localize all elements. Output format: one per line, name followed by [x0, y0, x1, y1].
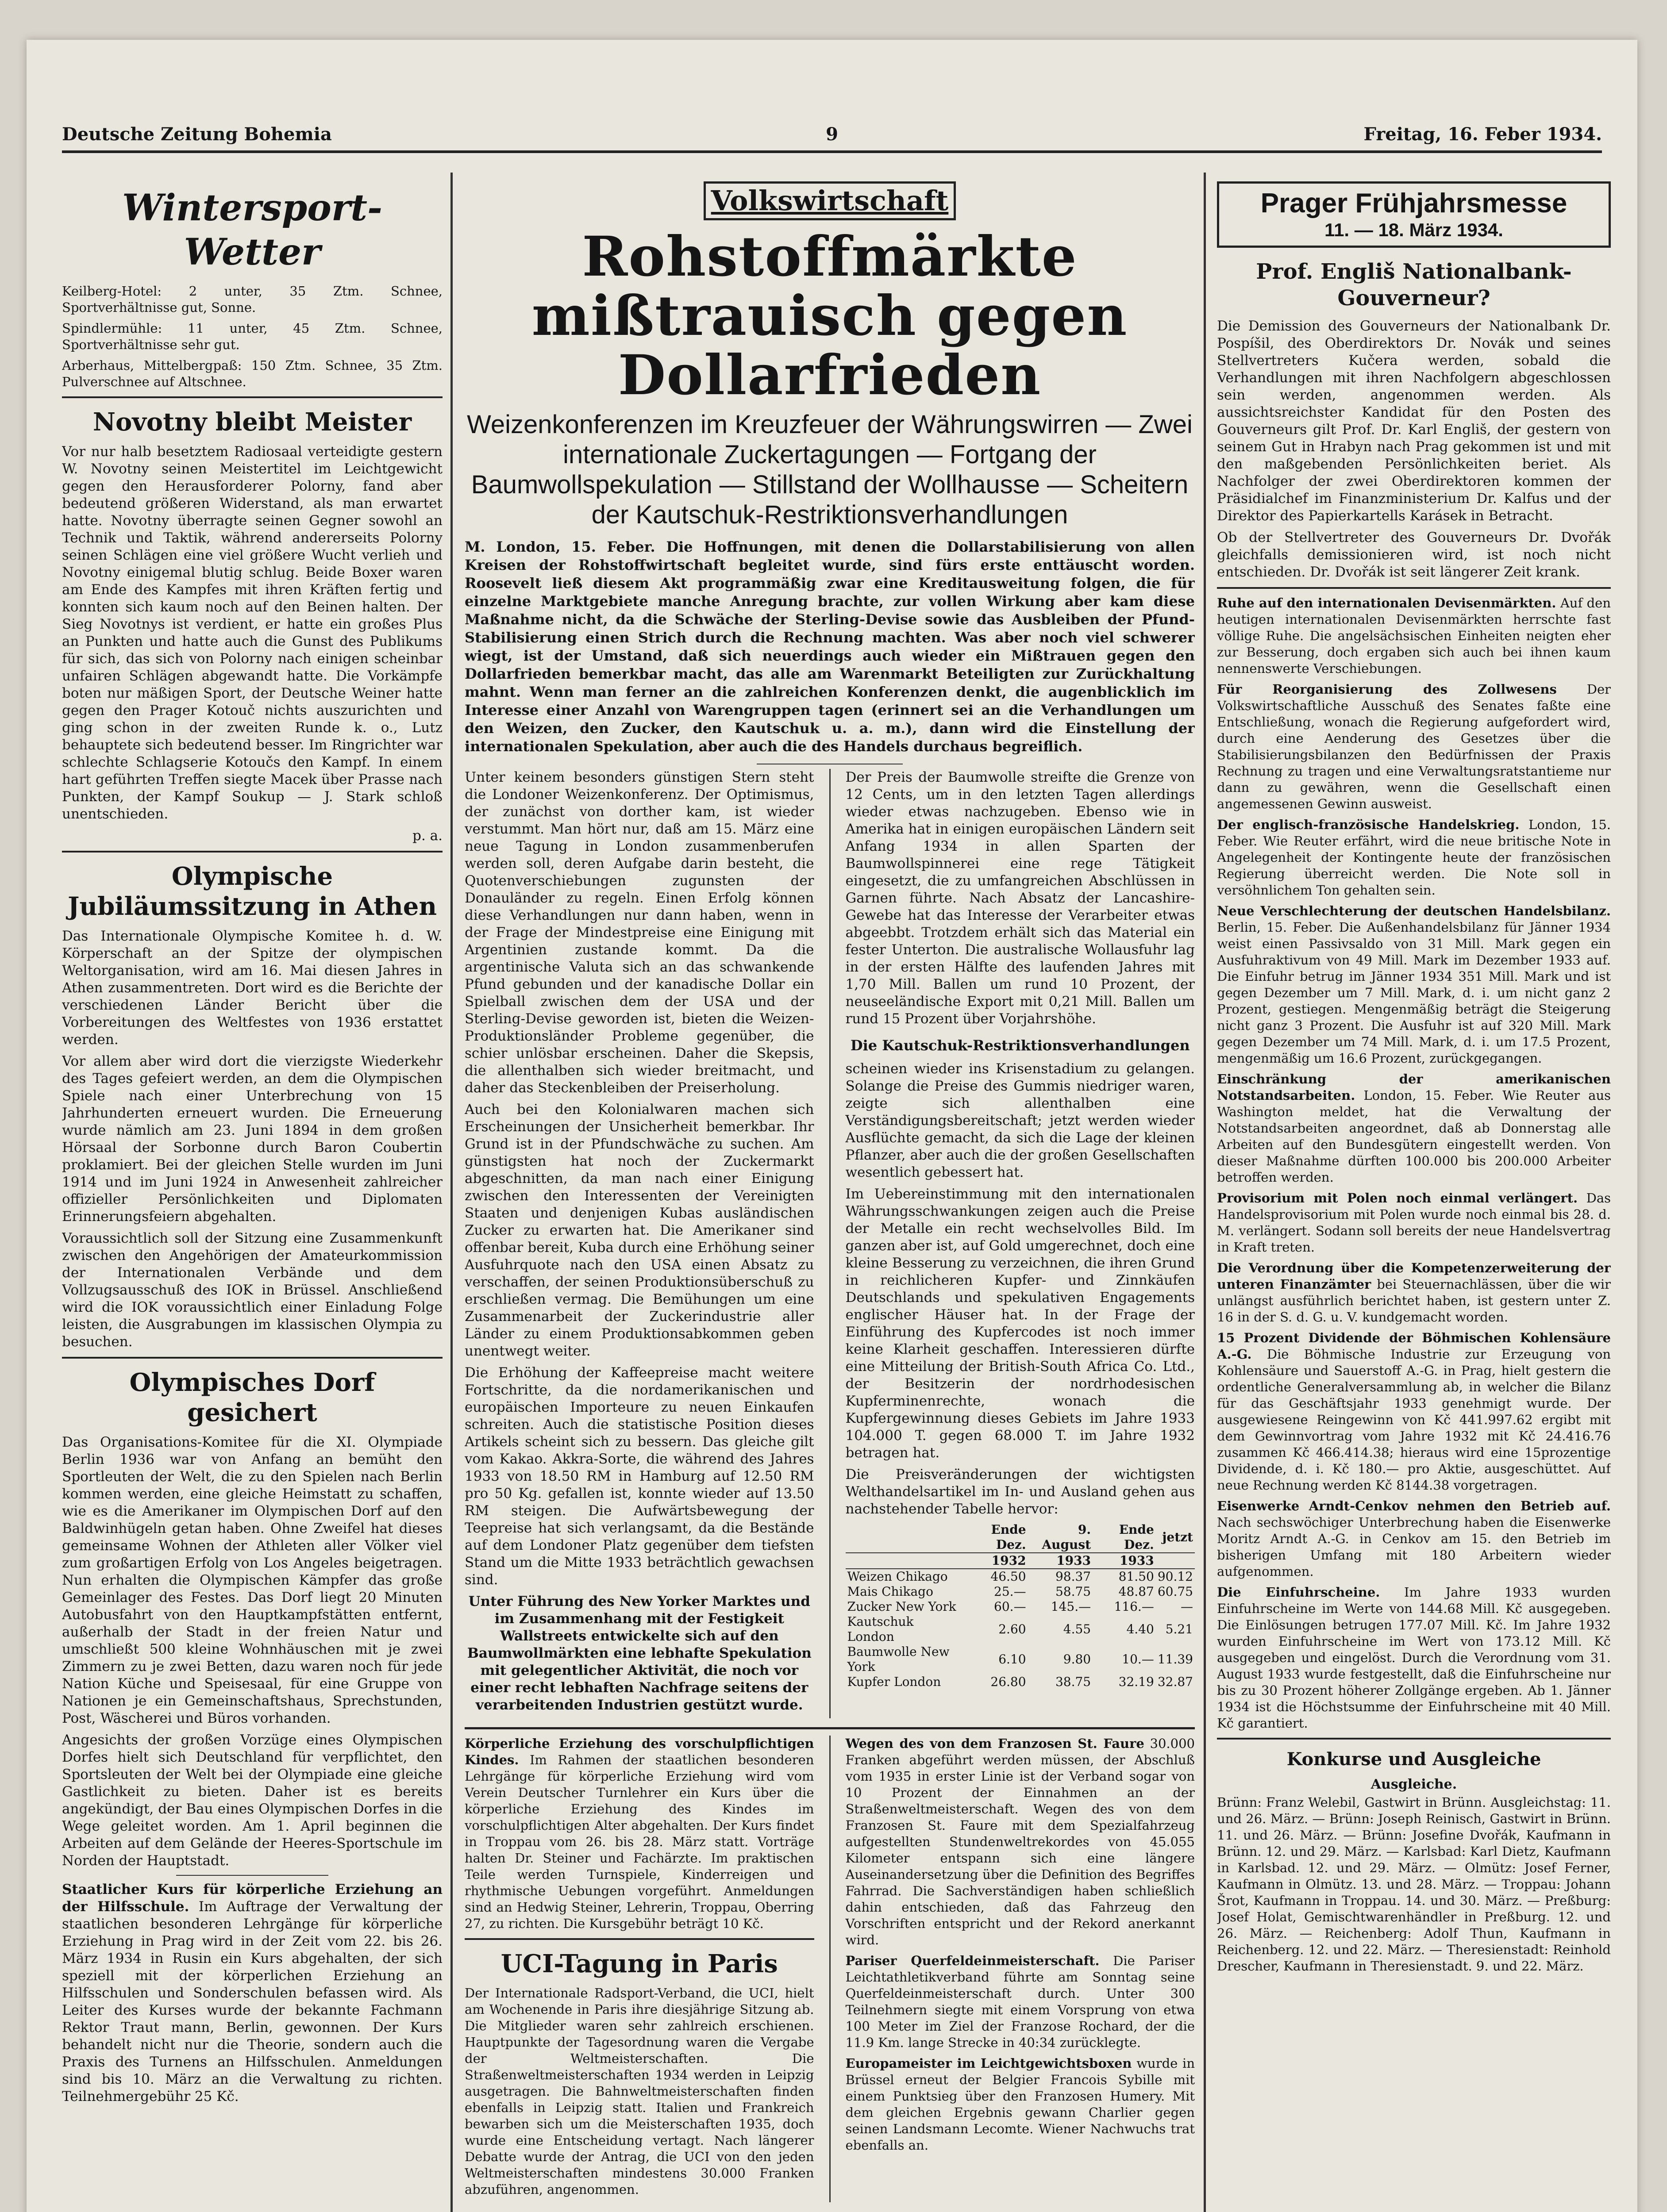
news-text: Das Handelsprovisorium mit Polen wurde noch einmal bis 28. d. M. verlängert. Sodann soll bereits der neue Handelsvertrag in Kraft treten. [1217, 1190, 1611, 1255]
crosscountry-text: Die Pariser Leichtathletikverband führte am Sonntag seine Querfeldeinmeisterschaft durch. Unter 300 Teilnehmern siegte mit einem Vorsprung von etwa 100 Meter im Ziel der Franzose Rochard, der die 11.9 Km. lange Strecke in 40:34 zurücklegte. [845, 1953, 1195, 2050]
middle-column [465, 181, 1195, 2212]
cotton-box: Unter Führung des New Yorker Marktes und im Zusammenhang mit der Festigkeit Wallstreets entwickelte sich auf den Baumwollmärkten eine lebhafte Spekulation mit gelegentlicher Aktivität, die noch vor einer recht lebhaften Nachfrage seitens der verarbeitenden Industrien gestützt wurde. [467, 1594, 812, 1713]
price-cell: 48.87 [1118, 1584, 1154, 1599]
news-headline: Der englisch-französische Handelskrieg. [1217, 817, 1520, 832]
faure-text: 30.000 Franken abgeführt werden müssen, der Abschluß vom 1935 in erster Linie ist der Verband sogar von 10 Prozent der Einnahmen an der Straßenweltmeisterschaft. Wegen des von dem Franzosen St. Faure mit dem Spezialfahrzeug aufgestellten Stundenweltrekordes von 45.055 Kilometer entspann sich eine längere Auseinandersetzung über die Definition des Begriffes Fahrrad. Die Sachverständigen haben schließlich dahin entschieden, daß das Fahrzeug den Vorschriften entspricht und der Rekord anerkannt wird. [845, 1736, 1195, 1947]
price-cell: 11.39 [1157, 1652, 1193, 1667]
table-header [846, 1522, 965, 1553]
boxing-text: wurde in Brüssel erneut der Belgier Francois Sybille mit einem Punktsieg über den Franzosen Humery. Mit dem gleichen Ergebnis gewann Charlier gegen seinen Landsmann Lecomte. Wiener Nachwuchs trat ebenfalls an. [845, 2056, 1195, 2153]
uci-article: Der Internationale Radsport-Verband, die UCI, hielt am Wochenende in Paris ihre diesjährige Sitzung ab. Die Mitglieder waren sehr zahlreich erschienen. Hauptpunkte der Tagesordnung waren die Vergabe der Weltmeisterschaften. Die Straßenweltmeisterschaften 1934 werden in Leipzig ausgetragen. Die Bahnweltmeisterschaften finden ebenfalls in Leipzig statt. Italien und Frankreich bewarben sich um die Meisterschaften 1935, doch wurde eine Entscheidung vertagt. Nach längerer Debatte wurde der Antrag, die UCI von den jeden Weltmeisterschaften mindestens 30.000 Franken abzuführen, angenommen. [465, 1985, 814, 2197]
table-row [846, 1674, 1195, 1690]
englis-paragraph: Die Demission des Gouverneurs der Nationalbank Dr. Pospíšil, des Oberdirektors Dr. Novák und seines Stellvertreters Kučera werden, sobald die Verhandlungen mit ihren Nachfolgern abgeschlossen sein werden, angenommen werden. Als aussichtsreichster Kandidat für den Posten des Gouverneurs gilt Prof. Dr. Karl Engliš, der gestern von seinem Gut in Hrabyn nach Prag gekommen ist und mit den maßgebenden Persönlichkeiten beriet. Als Nachfolger der zwei Oberdirektoren kommen der Präsidialchef im Finanzministerium Dr. Kalfus und der Direktor des Papierkartells Karásek in Betracht. [1217, 318, 1611, 524]
column-rule [829, 769, 831, 1718]
main-subheadline: Weizenkonferenzen im Kreuzfeuer der Währungswirren — Zwei internationale Zuckertagungen — Fortgang der Baumwollspekulation — Stillstand der Wollhausse — Scheitern der Kautschuk-Restriktionsverhandlungen [467, 410, 1193, 529]
news-headline: Ruhe auf den internationalen Devisenmärkten. [1217, 595, 1556, 611]
price-cell: 58.75 [1055, 1584, 1091, 1599]
boxing-headline: Europameister im Leichtgewichtsboxen [845, 2056, 1132, 2071]
article-paragraph: Im Uebereinstimmung mit den internationalen Währungsschwankungen zeigen auch die Preise der Metalle ein recht wechselvolles Bild. Im ganzen aber ist, auf Gold umgerechnet, doch eine kleine Besserung zu verzeichnen, die ihren Grund in reichlicheren Kupfer- und Zinnkäufen Deutschlands und spekulativen Engagements englischer Häuser hat. In der Frage der Einführung des Kupfercodes ist noch immer keine Klarheit geschaffen. Interessieren dürfte eine Mitteilung der British-South Africa Co. Ltd., der Besitzerin der nordrhodesischen Kupferminenrechte, wonach die Kupfergewinnung dieses Gebiets im Jahre 1933 104.000 T. gegen 68.000 T. im Jahre 1932 betragen hat. [845, 1186, 1195, 1461]
table-header-row [846, 1522, 1195, 1553]
table-row [846, 1614, 1195, 1644]
price-cell: 38.75 [1055, 1674, 1091, 1689]
lead-paragraph: M. London, 15. Feber. Die Hoffnungen, mit denen die Dollarstabilisierung von allen Kreisen der Rohstoffwirtschaft begleitet wurde, sind fürs erste enttäuscht worden. Roosevelt ließ diesem Akt programmäßig zwar eine Kreditausweitung folgen, die für einzelne Marktgebiete manche Anregung brachte, zur vollen Wirkung aber kam diese Maßnahme nicht, da die Schwäche der Sterling-Devise sowie das Ausbleiben der Pfund-Stabilisierung einen Strich durch die Rechnung machten. Was aber noch viel schwerer wiegt, ist der Umstand, daß sich neuerdings auch wieder ein Mißtrauen gegen den Dollarfrieden bemerkbar macht, das alle am Warenmarkt Beteiligten zur Zurückhaltung mahnt. Wenn man ferner an die zahlreichen Konferenzen denkt, die augenblicklich im Interesse einer Anzahl von Warengruppen tagen (erinnert sei an die Verhandlungen um den Weizen, den Zucker, den Kautschuk u. a. m.), dann wird die Einstellung der internationalen Spekulation, aber auch die des Handels durchaus begreiflich. [465, 538, 1195, 755]
sports-column-a [465, 1736, 814, 2202]
price-cell: 32.19 [1118, 1674, 1154, 1689]
section-rule [62, 396, 443, 398]
column-rule [829, 1736, 831, 2202]
commodity-cell: Zucker New York [847, 1599, 956, 1614]
article-paragraph: Die Preisveränderungen der wichtigsten Welthandelsartikel im In- und Ausland gehen aus nachstehender Tabelle hervor: [845, 1467, 1195, 1517]
news-text: Der Volkswirtschaftliche Ausschuß des Senates faßte eine Entschließung, wonach die Regierung aufgefordert wird, durch eine Aenderung des Gesetzes über die Stabilisierungsbilanzen den Bedürfnissen der Praxis Rechnung zu tragen und eine Verwaltungsratstantieme nur dann zu gewähren, wenn die Gesellschaft einen angemessenen Gewinn ausweist. [1217, 682, 1611, 811]
column-rule-left [450, 173, 453, 2212]
price-table-body [846, 1569, 1195, 1690]
table-year: 1933 [1093, 1553, 1156, 1569]
masthead-name: Deutsche Zeitung Bohemia [62, 124, 332, 145]
crosscountry-headline: Pariser Querfeldeinmeisterschaft. [845, 1953, 1100, 1968]
main-headline: Rohstoffmärkte mißtrauisch gegen Dollarfrieden [531, 225, 1128, 407]
table-row [846, 1644, 1195, 1674]
price-cell: 26.80 [990, 1674, 1026, 1689]
news-text: London, 15. Feber. Wie Reuter erfährt, wird die neue britische Note in Angelegenheit der Kontingente heute der französischen Regierung überreicht werden. Die Note soll in versöhnlichem Ton gehalten sein. [1217, 817, 1611, 898]
weather-item: Keilberg-Hotel: 2 unter, 35 Ztm. Schnee, Sportverhältnisse gut, Sonne. [62, 284, 443, 315]
news-text: Im Jahre 1933 wurden Einfuhrscheine im Werte von 144.68 Mill. Kč ausgegeben. Die Einlösungen betrugen 177.07 Mill. Kč. Im Jahre 1932 wurden Einfuhrscheine im Wert von 173.12 Mill. Kč ausgegeben und eingelöst. Durch die Verordnung vom 31. August 1933 wurde festgestellt, daß die Einfuhrscheine nur bis zu 30 Prozent höherer Zollgänge ergeben. Ab 1. Jänner 1934 ist die Höchstsumme der Einfuhrscheine mit 40 Mill. Kč garantiert. [1217, 1585, 1611, 1731]
trade-fair-dates: 11. — 18. März 1934. [1324, 219, 1503, 240]
novotny-signature: p. a. [412, 828, 443, 844]
article-column-a [465, 769, 814, 1718]
price-cell: 90.12 [1157, 1569, 1193, 1584]
table-year-row [846, 1553, 1195, 1569]
englis-headline: Prof. Engliš Nationalbank-Gouverneur? [1256, 259, 1572, 311]
news-headline: Die Verordnung über die Kompetenzerweiterung der unteren Finanzämter [1217, 1260, 1611, 1292]
athens-paragraph: Voraussichtlich soll der Sitzung eine Zusammenkunft zwischen den Angehörigen der Amateurkommission der Internationalen Verbände und dem Vollzugsausschuß des IOK in Brüssel. Anschließend wird die IOK voraussichtlich einer Einladung Folge leisten, die Ausgrabungen im klassischen Olympia zu besuchen. [62, 1230, 443, 1350]
news-headline: Neue Verschlechterung der deutschen Handelsbilanz. [1217, 903, 1611, 918]
news-headline: 15 Prozent Dividende der Böhmischen Kohlensäure A.-G. [1217, 1330, 1611, 1362]
table-row [846, 1584, 1195, 1599]
running-head [62, 124, 1602, 153]
commodity-cell: Weizen Chikago [847, 1569, 948, 1584]
article-paragraph: Der Preis der Baumwolle streifte die Grenze von 12 Cents, um in den letzten Tagen allerdings wieder etwas nachzugeben. Ebenso wie in Amerika hat in einigen europäischen Ländern seit Anfang 1934 in allen Sparten der Baumwollspinnerei eine rege Tätigkeit eingesetzt, die zu umfangreichen Abschlüssen in Garnen führte. Nach Absatz der Lancashire-Gewebe hat das Interesse der Verarbeiter etwas abgeebbt. Trotzdem erhält sich das Material ein fester Unterton. Die australische Wollausfuhr lag in der ersten Hälfte des laufenden Jahres mit 1,70 Mill. Ballen um rund 10 Prozent, der neuseeländische Export mit 0,21 Mill. Ballen um rund 15 Prozent über Vorjahrshöhe. [845, 769, 1195, 1027]
table-year [846, 1553, 965, 1569]
price-cell: 4.40 [1126, 1622, 1154, 1636]
issue-date: Freitag, 16. Feber 1934. [1363, 124, 1602, 145]
article-column-b [846, 769, 1195, 1718]
commodity-cell: Baumwolle New York [847, 1644, 950, 1674]
athens-paragraph: Vor allem aber wird dort die vierzigste Wiederkehr des Tages gefeiert werden, an dem die Olympischen Spiele nach einer Unterbrechung von 15 Jahrhunderten erneuert wurden. Die Erneuerung wurde nämlich am 23. Juni 1894 in dem großen Hörsaal der Sorbonne durch Baron Coubertin proklamiert. Bei der gleichen Stelle wurden im Juni 1914 und im Juni 1924 in Anwesenheit zahlreicher offizieller Persönlichkeiten und Diplomaten Erinnerungsfeiern abgehalten. [62, 1053, 443, 1225]
price-cell: 10.— [1122, 1652, 1154, 1667]
faure-headline: Wegen des von dem Franzosen St. Faure [845, 1736, 1144, 1751]
price-cell: 9.80 [1063, 1652, 1091, 1667]
table-header: jetzt [1156, 1522, 1195, 1553]
trade-fair-title: Prager Frühjahrsmesse [1260, 188, 1567, 219]
course-text: Im Auftrage der Verwaltung der staatlichen besonderen Lehrgänge für körperliche Erziehung in Prag wird in der Zeit vom 22. bis 26. März 1934 in Rusin ein Kurs abgehalten, der sich speziell mit der körperlichen Erziehung an Hilfsschulen und Sonderschulen befassen wird. Als Leiter des Kurses wurde der bekannte Fachmann Rektor Traut mann, Berlin, gewonnen. Der Kurs behandelt nicht nur die Theorie, sondern auch die Praxis des Turnens an Hilfsschulen. Anmeldungen sind bis 10. März an die Verwaltung zu richten. Teilnehmergebühr 25 Kč. [62, 1899, 443, 2104]
commodity-cell: Kautschuk London [847, 1614, 914, 1644]
village-paragraph: Angesichts der großen Vorzüge eines Olympischen Dorfes hielt sich Deutschland für verpflichtet, den Sportsleuten der Welt bei der Olympiade eine gleiche Gastlichkeit zu bieten. Daher ist es bereits angekündigt, der Bau eines Olympischen Dorfes in die Wege geleitet worden. Am 1. April beginnen die Arbeiten auf dem Gelände der Heeres-Sportschule im Norden der Hauptstadt. [62, 1732, 443, 1869]
price-cell: 98.37 [1055, 1569, 1091, 1584]
rubber-subheadline: Die Kautschuk-Restriktionsverhandlungen [850, 1037, 1190, 1054]
table-year [1156, 1553, 1195, 1569]
news-text: Die Böhmische Industrie zur Erzeugung von Kohlensäure und Sauerstoff A.-G. in Prag, hielt gestern die ordentliche Generalversammlung ab, in welcher die Bilanz für das Geschäftsjahr 1933 genehmigt wurde. Der ausgewiesene Reingewinn von Kč 441.997.62 ergibt mit dem Gewinnvortrag vom Jahre 1932 mit Kč 24.416.76 zusammen Kč 466.414.38; hieraus wird eine 15prozentige Dividende, d. i. Kč 180.— pro Aktie, ausgeschüttet. Auf neue Rechnung werden Kč 8144.38 vorgetragen. [1217, 1347, 1611, 1493]
weather-item: Arberhaus, Mittelbergpaß: 150 Ztm. Schnee, 35 Ztm. Pulverschnee auf Altschnee. [62, 358, 443, 389]
settlements-label: Ausgleiche. [1371, 1777, 1457, 1792]
uci-headline: UCI-Tagung in Paris [500, 1949, 778, 1978]
weather-item: Spindlermühle: 11 unter, 45 Ztm. Schnee, Sportverhältnisse sehr gut. [62, 321, 443, 352]
price-table [846, 1522, 1195, 1690]
trade-fair-ad [1217, 181, 1611, 248]
news-text: bei Steuernachlässen, über die wir unlängst ausführlich berichtet haben, ist gestern unter Z. 16 in der S. d. G. u. V. kundgemacht worden. [1217, 1277, 1611, 1325]
commodity-cell: Kupfer London [847, 1674, 941, 1689]
table-row [846, 1599, 1195, 1614]
newspaper-page [27, 40, 1637, 2212]
price-cell: 4.55 [1063, 1622, 1091, 1636]
section-rule [465, 1938, 814, 1940]
village-paragraph: Das Organisations-Komitee für die XI. Olympiade Berlin 1936 war von Anfang an bemüht den Sportleuten der Welt, die zu den Spielen nach Berlin kommen werden, eine gleiche Heimstatt zu schaffen, wie es die Amerikaner im Olympischen Dorf auf den Baldwinhügeln getan haben. Ohne Zweifel hat dieses gemeinsame Wohnen der Athleten aller Völker viel zum großartigen Erfolg von Los Angeles beigetragen. Nun erhalten die Olympischen Kämpfer das große Gemeinlager des Festes. Das Dorf liegt 20 Minuten Autobusfahrt von den Hauptkampfstätten entfernt, außerhalb der Stadt in der freien Natur und umschließt 500 kleine Wohnhäuschen mit je zwei Zimmern zu je zwei Betten, dazu waren noch für jede Nation Küche und Speisesaal, für eine Gruppe von Nationen je ein Gemeinschaftshaus, Sprechstunden, Post, Wäscherei und Büros vorhanden. [62, 1434, 443, 1726]
article-columns [465, 769, 1195, 1718]
sports-columns [465, 1727, 1195, 2202]
section-rule [1217, 587, 1611, 589]
page-number: 9 [826, 124, 838, 145]
table-header: Ende Dez. [1093, 1522, 1156, 1553]
price-cell: 2.60 [998, 1622, 1026, 1636]
price-cell: 60.75 [1157, 1584, 1193, 1599]
news-headline: Eisenwerke Arndt-Cenkov nehmen den Betrieb auf. [1217, 1498, 1611, 1513]
news-headline: Für Reorganisierung des Zollwesens [1217, 682, 1557, 697]
course-headline: Staatlicher Kurs für körperliche Erziehung an der Hilfsschule. [62, 1882, 443, 1915]
price-cell: 116.— [1114, 1599, 1154, 1614]
section-rule [1217, 1738, 1611, 1740]
news-text: London, 15. Feber. Wie Reuter aus Washington meldet, hat die Verwaltung der Notstandsarbeiten angeordnet, daß ab Donnerstag alle Arbeiten auf den Bundesgütern eingestellt werden. Von dieser Maßnahme dürften 100.000 bis 200.000 Arbeiter betroffen werden. [1217, 1088, 1611, 1185]
price-cell: — [1181, 1599, 1193, 1614]
price-cell: 32.87 [1157, 1674, 1193, 1689]
table-year: 1932 [965, 1553, 1028, 1569]
news-headline: Die Einfuhrscheine. [1217, 1585, 1380, 1600]
englis-paragraph: Ob der Stellvertreter des Gouverneurs Dr. Dvořák gleichfalls demissionieren wird, ist noch nicht entschieden. Dr. Dvořák ist seit längerer Zeit krank. [1217, 530, 1611, 580]
price-cell: 46.50 [990, 1569, 1026, 1584]
bankruptcy-list: Brünn: Franz Welebil, Gastwirt in Brünn. Ausgleichstag: 11. und 26. März. — Brünn: Joseph Reinisch, Gastwirt in Brünn. 11. und 26. März. — Brünn: Josefine Dvořák, Kaufmann in Brünn. 12. und 29. März. — Karlsbad: Karl Dietz, Kaufmann in Karlsbad. 12. und 29. März. — Olmütz: Josef Ferner, Kaufmann in Olmütz. 13. und 28. März. — Troppau: Johann Šrot, Kaufmann in Troppau. 14. und 30. März. — Preßburg: Josef Holat, Gemischtwarenhändler in Preßburg. 12. und 26. März. — Reichenberg: Adolf Thun, Kaufmann in Reichenberg. 12. und 22. März. — Theresienstadt: Reinhold Drescher, Kaufmann in Theresienstadt. 9. und 22. März. [1217, 1795, 1611, 1974]
news-text: Berlin, 15. Feber. Die Außenhandelsbilanz für Jänner 1934 weist einen Passivsaldo von 31 Mill. Mark gegen ein Ausfuhraktivum von 49 Mill. Mark im Dezember 1933 auf. Die Einfuhr betrug im Jänner 1934 351 Mill. Mark und ist gegen Dezember um 7 Mill. Mark, d. i. um nicht ganz 2 Prozent, gestiegen. Mengenmäßig beträgt die Steigerung nicht ganz 3 Prozent. Die Ausfuhr ist auf 320 Mill. Mark gegen Dezember um 74 Mill. Mark, d. i. um 17.5 Prozent, mengenmäßig um 16.6 Prozent, zurückgegangen. [1217, 920, 1611, 1066]
article-paragraph: Unter keinem besonders günstigen Stern steht die Londoner Weizenkonferenz. Der Optimismus, der zunächst von dorther kam, ist wieder verstummt. Man hört nur, daß am 15. März eine neue Tagung in London zusammenberufen werden soll, deren Aufgabe darin besteht, die Quotenverschiebungen zugunsten der Donauländer zu regeln. Einen Erfolg können diese Verhandlungen nur dann haben, wenn in der Frage der Mindestpreise eine Einigung mit Argentinien zustande kommt. Da die argentinische Valuta sich an das schwankende Pfund gebunden und der kanadische Dollar ein Spielball zwischen dem der USA und der Sterling-Devise geworden ist, bieten die Weizen-Produktionsländer Probleme gegenüber, die schier unlösbar erscheinen. Daher die Skepsis, die allenthalben sich wieder breitmacht, und daher das Steckenbleiben der Preiserholung. [465, 769, 814, 1096]
news-headline: Einschränkung der amerikanischen Notstandsarbeiten. [1217, 1071, 1611, 1103]
price-cell: 5.21 [1165, 1622, 1193, 1636]
short-rule [176, 1875, 328, 1876]
table-year: 1933 [1028, 1553, 1093, 1569]
bankruptcy-headline: Konkurse und Ausgleiche [1286, 1749, 1541, 1770]
article-paragraph: scheinen wieder ins Krisenstadium zu gelangen. Solange die Preise des Gummis niedriger waren, zeigte sich allenthalben eine Verständigungsbereitschaft; jetzt werden wieder Ausflüchte gemacht, da sich die Lage der kleinen Pflanzer, aber auch die der großen Gesellschaften wesentlich gebessert hat. [845, 1061, 1195, 1180]
article-paragraph: Die Erhöhung der Kaffeepreise macht weitere Fortschritte, da die nordamerikanischen und europäischen Importeure zu neuen Einkaufen schreiten. Auch die statistische Position dieses Artikels scheint sich zu bessern. Das gleiche gilt vom Kakao. Akkra-Sorte, die während des Jahres 1933 von 18.50 RM in Hamburg auf 12.50 RM pro 50 Kg. gefallen ist, konnte wieder auf 13.50 RM steigen. Die Aufwärtsbewegung der Teepreise hat sich verlangsamt, da die Bestände auf dem Londoner Platz gegenüber dem tiefsten Stand um die Mitte 1933 beträchtlich gewachsen sind. [465, 1365, 814, 1588]
news-text: Auf den heutigen internationalen Devisenmärkten herrschte fast völlige Ruhe. Die angelsächsischen Einheiten neigten eher zur Besserung, doch ergaben sich auch bei ihnen kaum nennenswerte Verschiebungen. [1217, 595, 1611, 676]
column-rule-right [1204, 173, 1206, 2212]
village-headline: Olympisches Dorf gesichert [129, 1368, 375, 1427]
commodity-cell: Mais Chikago [847, 1584, 933, 1599]
news-headline: Provisorium mit Polen noch einmal verlängert. [1217, 1190, 1578, 1206]
athens-paragraph: Das Internationale Olympische Komitee h. d. W. Körperschaft an der Spitze der olympischen Weltorganisation, wird am 16. Mai diesen Jahres in Athen zusammentreten. Dort wird es die Berichte der verschiedenen Länder Bericht über die Vorbereitungen des Weltfestes von 1936 erstattet werden. [62, 928, 443, 1048]
section-rule [62, 851, 443, 853]
table-row [846, 1569, 1195, 1584]
article-paragraph: Auch bei den Kolonialwaren machen sich Erscheinungen der Unsicherheit bemerkbar. Ihr Grund ist in der Pfundschwäche zu suchen. Am günstigsten hat noch der Zuckermarkt abgeschnitten, da man nach einer Einigung zwischen den Interessenten der Vereinigten Staaten und denjenigen Kubas ausländischen Zucker zu erwarten hat. Die Amerikaner sind offenbar bereit, Kuba durch eine Erhöhung seiner Ausfuhrquote nach den USA einen Absatz zu verschaffen, der seinen Produktionsüberschuß zu erschließen vermag. Die Bemühungen um eine Zusammenarbeit der Zuckerindustrie aller Länder zu einem Produktionsabkommen geben unentwegt weiter. [465, 1102, 814, 1359]
athens-headline: Olympische Jubiläumssitzung in Athen [67, 862, 437, 921]
section-kicker: Volkswirtschaft [704, 181, 956, 220]
kids-course-text: Im Rahmen der staatlichen besonderen Lehrgänge für körperliche Erziehung wird vom Verein Deutscher Turnlehrer ein Kurs über die körperliche Erziehung des Kindes im vorschulpflichtigen Alter abgehalten. Der Kurs findet in Troppau vom 26. bis 28. März statt. Vorträge halten Dr. Steiner und Fachärzte. Im praktischen Teile werden Turnspiele, Kinderreigen und rhythmische Uebungen vorgeführt. Anmeldungen sind an Hedwig Steiner, Lehrerin, Troppau, Oberring 27, zu richten. Die Kursgebühr beträgt 10 Kč. [465, 1752, 814, 1931]
right-column [1217, 181, 1611, 2212]
price-cell: 145.— [1051, 1599, 1091, 1614]
price-cell: 6.10 [998, 1652, 1026, 1667]
weather-headline: Wintersport-Wetter [122, 187, 382, 273]
price-cell: 60.— [994, 1599, 1026, 1614]
sports-column-b [846, 1736, 1195, 2202]
novotny-headline: Novotny bleibt Meister [92, 407, 412, 437]
novotny-article: Vor nur halb besetztem Radiosaal verteidigte gestern W. Novotny seinen Meistertitel im Leichtgewicht gegen den Herausforderer Polorny, fand aber bedeutend größeren Widerstand, als man erwartet hatte. Novotny überragte seinen Gegner sowohl an Technik und Taktik, während andererseits Polorny seinen Schlägen eine viel größere Wucht verlieh und Novotny einigemal blutig schlug. Beide Boxer waren am Ende des Kampfes mit ihren Kräften fertig und konnten sich kaum noch auf den Beinen halten. Der Sieg Novotnys ist verdient, er hatte ein großes Plus an Punkten und hatte auch die Gunst des Publikums für sich, das sich von Polorny nach einigen scheinbar unfairen Schlägen abgewandt hatte. Die Vorkämpfe boten nur mäßigen Sport, der Deutsche Weiner hatte gegen den Prager Kotouč nichts auszurichten und ging schon in der zweiten Runde k. o., Lutz behauptete sich bedeutend besser. Im Ringrichter war schlechte Schlagserie Kotoučs den Kampf. In einem hart geführten Treffen siegte Macek über Prasse nach Punkten, der Kampf Soukup — J. Stark schloß unentschieden. [62, 444, 443, 822]
left-column [62, 181, 443, 2212]
section-rule [62, 1357, 443, 1359]
news-text: Nach sechswöchiger Unterbrechung haben die Eisenwerke Moritz Arndt A.-G. in Cenkov am 15. den Betrieb im bisherigen Umfang mit 180 Arbeitern wieder aufgenommen. [1217, 1515, 1611, 1579]
price-cell: 25.— [994, 1584, 1026, 1599]
kids-course-headline: Körperliche Erziehung des vorschulpflichtigen Kindes. [465, 1736, 814, 1767]
table-header: Ende Dez. [965, 1522, 1028, 1553]
price-cell: 81.50 [1118, 1569, 1154, 1584]
table-header: 9. August [1028, 1522, 1093, 1553]
